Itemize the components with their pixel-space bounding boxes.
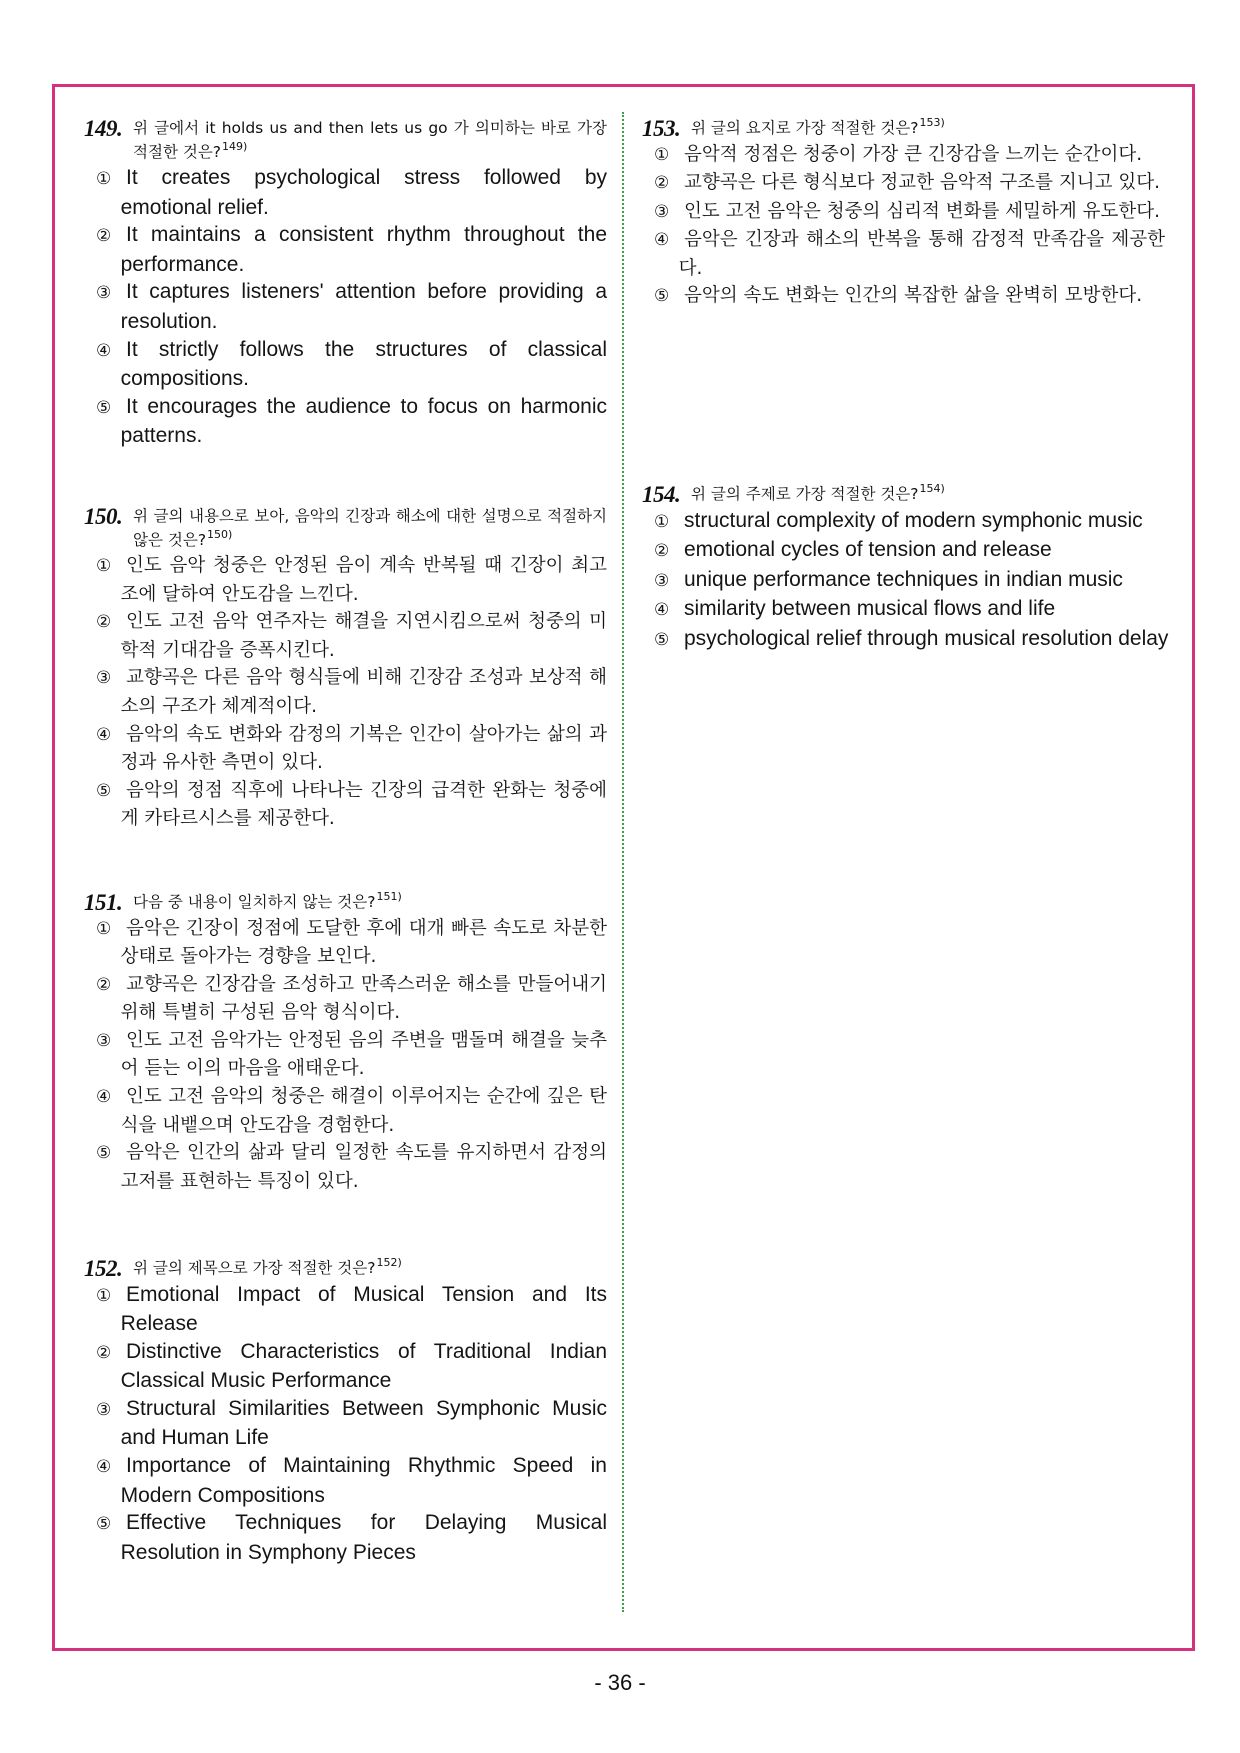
question-heading <box>84 505 607 552</box>
option-4 <box>96 1083 607 1139</box>
question-number: 150. <box>84 504 123 529</box>
option-5 <box>654 625 1169 655</box>
option-text: 교향곡은 다른 음악 형식들에 비해 긴장감 조성과 보상적 해소의 구조가 체계적이다. <box>120 667 607 717</box>
footnote-ref: 151) <box>376 890 402 903</box>
option-text: It maintains a consistent rhythm throughout the performance. <box>120 223 607 276</box>
option-text: Emotional Impact of Musical Tension and Its Release <box>120 1282 607 1336</box>
option-marker: ② <box>96 1342 112 1363</box>
option-marker: ④ <box>654 600 670 621</box>
option-text: 음악의 속도 변화는 인간의 복잡한 삶을 완벽히 모방한다. <box>684 285 1143 307</box>
option-5 <box>96 393 607 450</box>
option-5 <box>96 777 607 833</box>
option-text: Importance of Maintaining Rhythmic Speed in Modern Compositions <box>120 1454 607 1507</box>
option-2 <box>96 971 607 1027</box>
answer-options <box>642 507 1169 655</box>
question-150 <box>84 505 607 833</box>
option-marker: ⑤ <box>654 286 670 307</box>
option-text: similarity between musical flows and life <box>684 597 1056 621</box>
footnote-ref: 149) <box>222 139 248 153</box>
option-text: Distinctive Characteristics of Traditional Indian Classical Music Performance <box>120 1339 607 1393</box>
option-1 <box>96 1281 607 1338</box>
footnote-ref: 150) <box>207 527 233 541</box>
option-marker: ② <box>654 173 670 194</box>
question-154 <box>642 482 1169 654</box>
option-marker: ② <box>96 612 112 633</box>
option-marker: ③ <box>96 283 112 304</box>
question-number: 153. <box>642 116 681 141</box>
option-marker: ① <box>96 1285 112 1306</box>
option-text: 음악의 정점 직후에 나타나는 긴장의 급격한 완화는 청중에게 카타르시스를 제공한다. <box>120 779 607 830</box>
question-149 <box>84 117 607 450</box>
question-stem <box>133 891 607 915</box>
option-text: Structural Similarities Between Symphonic Music and Human Life <box>120 1396 607 1450</box>
option-marker: ③ <box>96 1399 112 1420</box>
question-153 <box>642 117 1165 311</box>
question-text: 위 글에서 it holds us and then lets us go 가 의미하는 바로 가장 적절한 것은? <box>133 119 607 161</box>
footnote-ref: 153) <box>919 116 945 129</box>
option-text: structural complexity of modern symphonic music <box>684 508 1143 532</box>
question-151 <box>84 891 607 1195</box>
option-text: 인도 고전 음악 연주자는 해결을 지연시킴으로써 청중의 미학적 기대감을 증폭시킨다. <box>120 611 607 661</box>
option-1 <box>96 164 607 221</box>
page-number: - 36 - <box>594 1670 646 1695</box>
option-text: 인도 음악 청중은 안정된 음이 계속 반복될 때 긴장이 최고조에 달하여 안도감을 느낀다. <box>120 555 607 605</box>
option-text: It captures listeners' attention before providing a resolution. <box>120 280 607 333</box>
answer-options <box>84 552 607 833</box>
option-1 <box>654 507 1165 537</box>
option-4 <box>654 595 1165 625</box>
option-marker: ③ <box>96 1030 112 1051</box>
question-stem <box>691 483 1165 507</box>
option-marker: ② <box>96 226 112 247</box>
question-heading <box>642 117 1165 141</box>
question-heading <box>642 483 1165 507</box>
option-4 <box>96 336 607 393</box>
option-text: unique performance techniques in indian music <box>684 567 1123 591</box>
option-4 <box>96 721 607 777</box>
option-marker: ② <box>96 974 112 995</box>
option-1 <box>96 552 607 608</box>
option-3 <box>654 198 1165 227</box>
option-marker: ① <box>96 556 112 576</box>
question-stem <box>691 117 1165 141</box>
option-marker: ⑤ <box>654 629 670 650</box>
option-text: 음악은 긴장과 해소의 반복을 통해 감정적 만족감을 제공한다. <box>678 229 1165 279</box>
option-1 <box>96 915 607 971</box>
option-text: 음악적 정점은 청중이 가장 큰 긴장감을 느끼는 순간이다. <box>684 143 1143 165</box>
question-text: 위 글의 내용으로 보아, 음악의 긴장과 해소에 대한 설명으로 적절하지 않은 것은? <box>133 507 607 549</box>
question-number: 151. <box>84 890 123 915</box>
option-5 <box>96 1139 607 1195</box>
option-text: 음악은 인간의 삶과 달리 일정한 속도를 유지하면서 감정의 고저를 표현하는 특징이 있다. <box>120 1142 607 1192</box>
option-text: 음악의 속도 변화와 감정의 기복은 인간이 살아가는 삶의 과정과 유사한 측면이 있다. <box>120 723 607 774</box>
option-text: It strictly follows the structures of classical compositions. <box>120 337 607 391</box>
option-text: 인도 고전 음악은 청중의 심리적 변화를 세밀하게 유도한다. <box>684 200 1160 222</box>
question-number: 152. <box>84 1256 123 1281</box>
option-text: 음악은 긴장이 정점에 도달한 후에 대개 빠른 속도로 차분한 상태로 돌아가는 경향을 보인다. <box>120 917 607 968</box>
option-text: 인도 고전 음악가는 안정된 음의 주변을 맴돌며 해결을 늦추어 듣는 이의 마음을 애태운다. <box>120 1029 607 1080</box>
question-text: 위 글의 요지로 가장 적절한 것은? <box>691 119 919 137</box>
option-marker: ④ <box>96 1457 112 1478</box>
option-text: It encourages the audience to focus on harmonic patterns. <box>120 394 607 448</box>
question-stem <box>133 505 607 552</box>
option-marker: ③ <box>654 201 670 222</box>
option-2 <box>654 536 1165 566</box>
option-5 <box>96 1509 607 1566</box>
option-5 <box>654 282 1165 311</box>
option-text: 교향곡은 다른 형식보다 정교한 음악적 구조를 지니고 있다. <box>684 172 1160 194</box>
option-marker: ③ <box>96 668 112 689</box>
option-text: 인도 고전 음악의 청중은 해결이 이루어지는 순간에 깊은 탄식을 내뱉으며 안도감을 경험한다. <box>120 1086 607 1136</box>
option-marker: ⑤ <box>96 1143 112 1164</box>
option-marker: ① <box>96 918 112 939</box>
right-column <box>642 0 1169 1700</box>
answer-options <box>84 915 607 1196</box>
answer-options <box>84 1281 607 1567</box>
option-text: Effective Techniques for Delaying Musical Resolution in Symphony Pieces <box>120 1511 607 1564</box>
option-marker: ⑤ <box>96 1514 112 1535</box>
option-marker: ⑤ <box>96 397 112 418</box>
option-3 <box>96 1027 607 1083</box>
option-4 <box>654 226 1165 282</box>
option-2 <box>654 169 1165 198</box>
option-3 <box>96 1395 607 1452</box>
option-marker: ⑤ <box>96 780 112 801</box>
option-marker: ② <box>654 541 670 562</box>
option-2 <box>96 608 607 664</box>
question-stem <box>133 117 607 164</box>
answer-options <box>84 164 607 450</box>
option-marker: ④ <box>654 230 670 251</box>
option-text: 교향곡은 긴장감을 조성하고 만족스러운 해소를 만들어내기 위해 특별히 구성된 음악 형식이다. <box>120 973 607 1024</box>
question-heading <box>84 1257 607 1281</box>
question-stem <box>133 1257 607 1281</box>
question-heading <box>84 891 607 915</box>
question-heading <box>84 117 607 164</box>
question-number: 154. <box>642 482 681 507</box>
option-text: emotional cycles of tension and release <box>684 538 1052 562</box>
question-152 <box>84 1257 607 1566</box>
option-3 <box>96 278 607 335</box>
answer-options <box>642 141 1165 312</box>
option-marker: ④ <box>96 340 112 361</box>
option-marker: ① <box>96 169 112 189</box>
option-3 <box>96 664 607 720</box>
option-marker: ③ <box>654 570 670 591</box>
question-text: 다음 중 내용이 일치하지 않는 것은? <box>133 893 376 911</box>
option-4 <box>96 1452 607 1509</box>
option-text: It creates psychological stress followed by emotional relief. <box>120 166 607 219</box>
footnote-ref: 154) <box>919 482 945 495</box>
option-marker: ① <box>654 144 670 165</box>
option-3 <box>654 566 1165 596</box>
option-2 <box>96 221 607 278</box>
question-text: 위 글의 제목으로 가장 적절한 것은? <box>133 1259 376 1277</box>
option-marker: ④ <box>96 724 112 745</box>
option-text: psychological relief through musical resolution delay <box>684 626 1169 650</box>
question-text: 위 글의 주제로 가장 적절한 것은? <box>691 485 919 503</box>
option-2 <box>96 1338 607 1395</box>
left-column <box>84 0 607 1700</box>
option-marker: ④ <box>96 1087 112 1108</box>
question-number: 149. <box>84 116 123 141</box>
column-divider <box>622 112 624 1612</box>
option-1 <box>654 141 1165 170</box>
footnote-ref: 152) <box>376 1256 402 1269</box>
option-marker: ① <box>654 511 670 532</box>
